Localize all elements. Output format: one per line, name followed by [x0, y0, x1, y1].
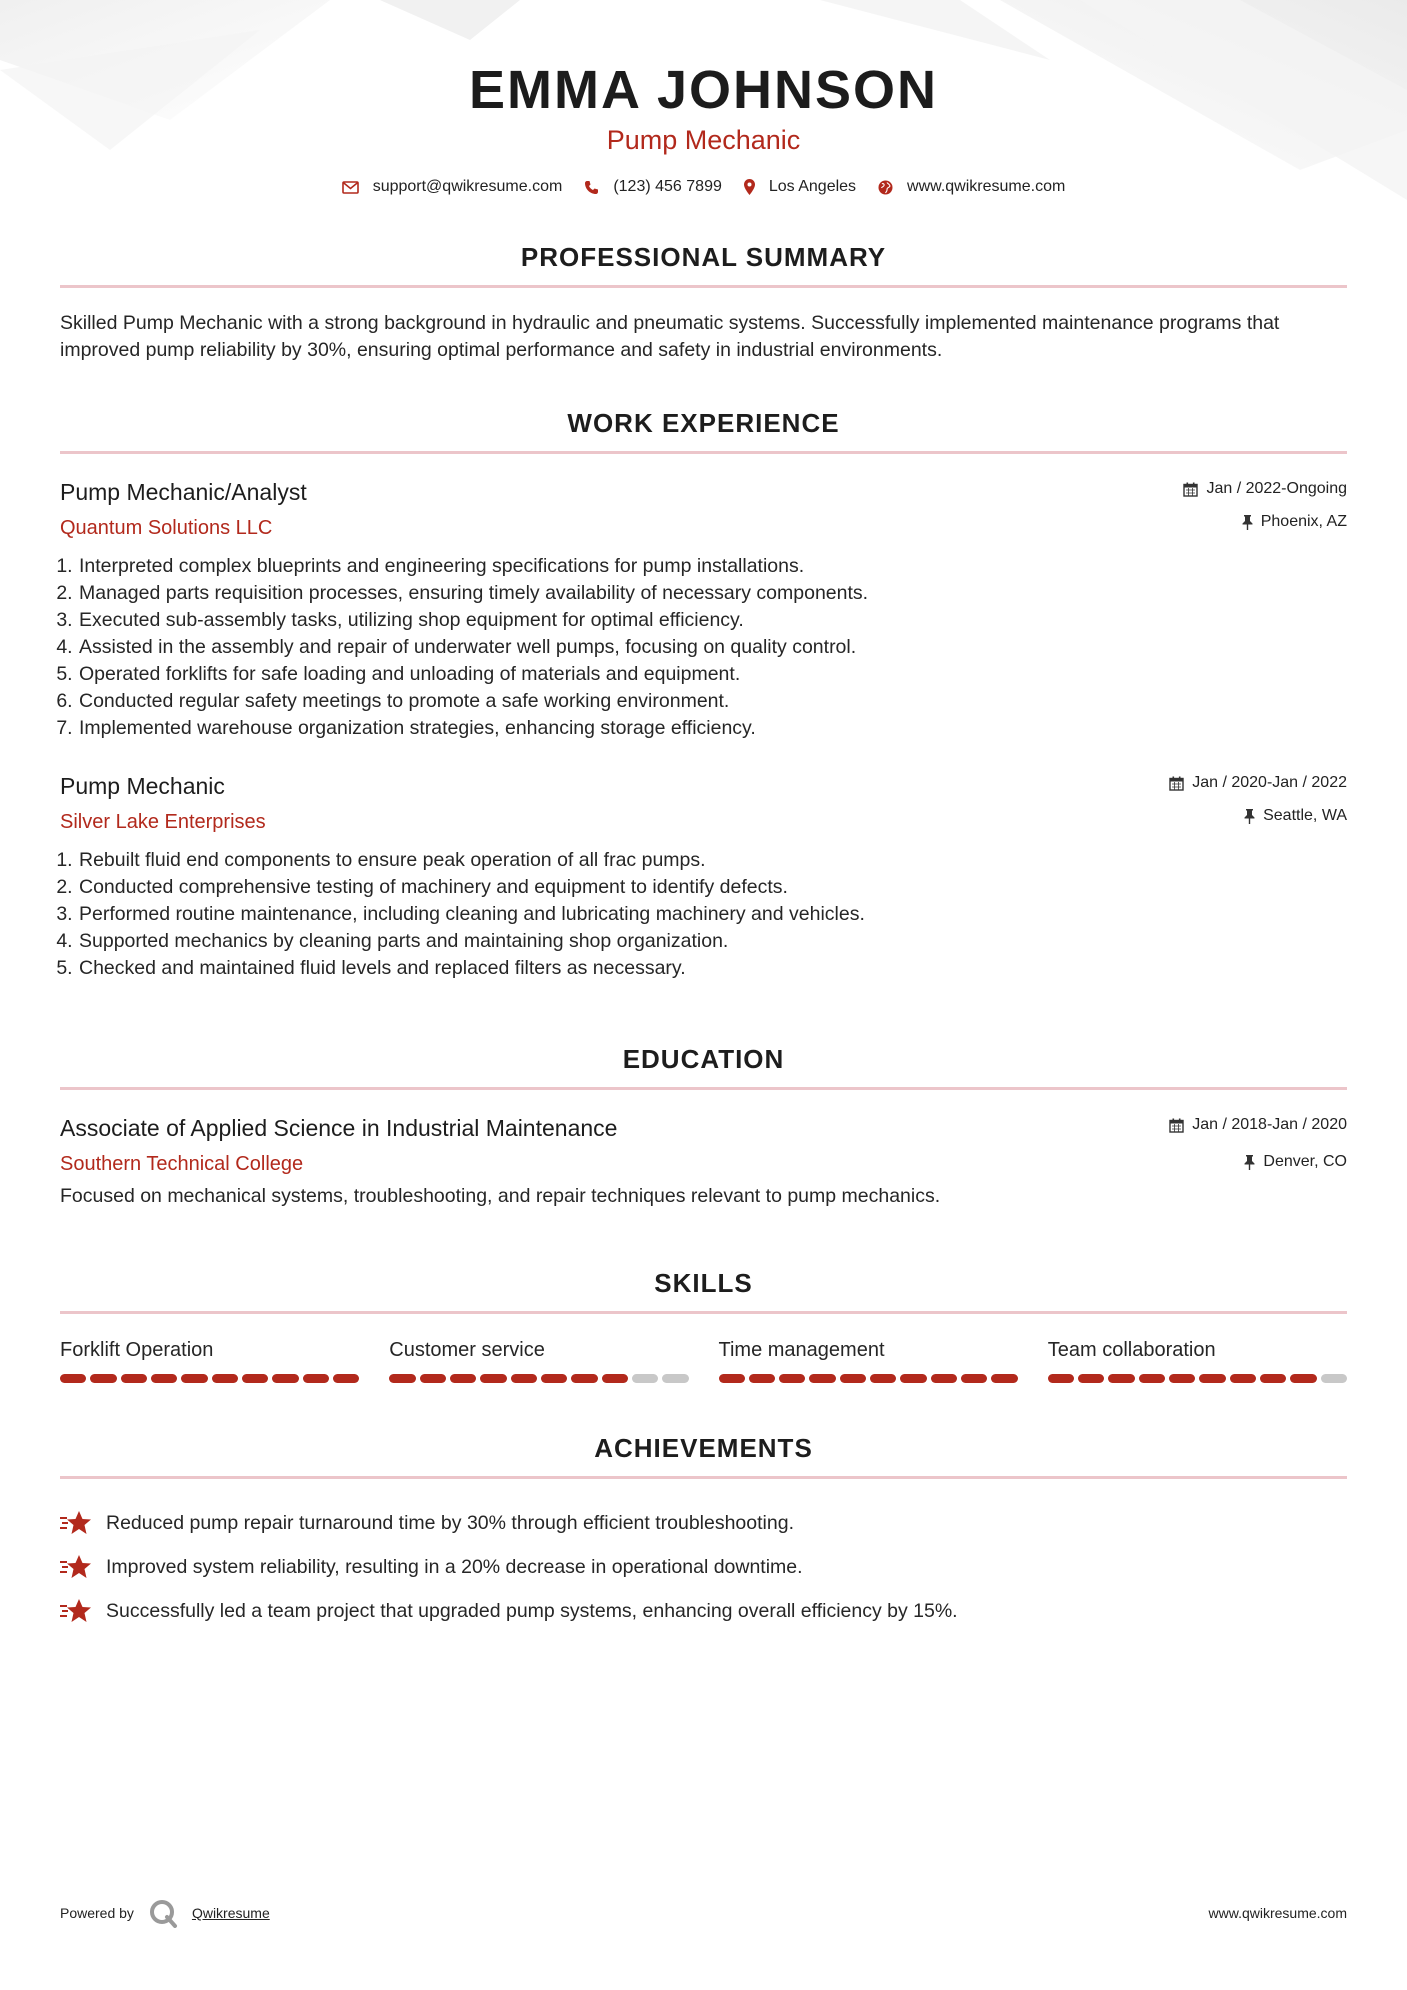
skill-segment-filled	[60, 1374, 86, 1383]
skill-segment-filled	[571, 1374, 597, 1383]
skill-segment-empty	[662, 1374, 688, 1383]
qwikresume-logo-icon	[148, 1898, 178, 1928]
job-company: Quantum Solutions LLC	[60, 517, 273, 539]
website-text: www.qwikresume.com	[907, 178, 1066, 195]
contact-website[interactable]	[878, 178, 1065, 196]
list-item: 1. Rebuilt fluid end components to ensure peak operation of all frac pumps.	[78, 847, 1347, 874]
skill-segment-filled	[511, 1374, 537, 1383]
skill-segment-filled	[272, 1374, 298, 1383]
education-section	[60, 1044, 1347, 1210]
job-dates: Jan / 2022-Ongoing	[1206, 480, 1347, 497]
education-entry	[60, 1114, 1347, 1210]
skill-name: Customer service	[389, 1339, 545, 1361]
school-name: Southern Technical College	[60, 1153, 304, 1175]
star-icon	[60, 1554, 94, 1580]
calendar-icon	[1183, 482, 1198, 497]
skill-segment-filled	[303, 1374, 329, 1383]
job-entry	[60, 478, 1347, 742]
list-item: 5. Operated forklifts for safe loading and unloading of materials and equipment.	[78, 661, 1347, 688]
education-location: Denver, CO	[1263, 1153, 1347, 1170]
skill-rating-bar	[60, 1374, 359, 1383]
contact-bar	[0, 178, 1407, 196]
skill-segment-filled	[779, 1374, 805, 1383]
list-item: 2. Conducted comprehensive testing of machinery and equipment to identify defects.	[78, 874, 1347, 901]
pushpin-icon	[1242, 515, 1253, 530]
achievement-text: Reduced pump repair turnaround time by 30% through efficient troubleshooting.	[106, 1511, 794, 1534]
powered-by-label: Powered by	[60, 1905, 134, 1921]
calendar-icon	[1169, 776, 1184, 791]
list-item: 5. Checked and maintained fluid levels and replaced filters as necessary.	[78, 955, 1347, 982]
achievement-text: Successfully led a team project that upgraded pump systems, enhancing overall efficiency by 15%.	[106, 1599, 958, 1622]
achievement-item	[60, 1589, 1347, 1633]
achievements-title: ACHIEVEMENTS	[60, 1433, 1347, 1479]
list-item: 4. Supported mechanics by cleaning parts and maintaining shop organization.	[78, 928, 1347, 955]
skill-segment-filled	[719, 1374, 745, 1383]
skill-segment-filled	[961, 1374, 987, 1383]
job-bullets	[60, 847, 1347, 982]
skill-segment-filled	[1048, 1374, 1074, 1383]
skill-segment-empty	[1321, 1374, 1347, 1383]
achievement-item	[60, 1545, 1347, 1589]
skill-item	[719, 1338, 1018, 1383]
location-text: Los Angeles	[768, 178, 857, 195]
list-item: 6. Conducted regular safety meetings to promote a safe working environment.	[78, 688, 1347, 715]
skill-segment-filled	[181, 1374, 207, 1383]
star-icon	[60, 1598, 94, 1624]
list-item: 4. Assisted in the assembly and repair of underwater well pumps, focusing on quality control.	[78, 634, 1347, 661]
skill-segment-filled	[333, 1374, 359, 1383]
resume-header	[0, 0, 1407, 196]
star-icon	[60, 1510, 94, 1536]
job-company: Silver Lake Enterprises	[60, 811, 266, 833]
skill-segment-filled	[1139, 1374, 1165, 1383]
list-item: 3. Performed routine maintenance, including cleaning and lubricating machinery and vehicles.	[78, 901, 1347, 928]
summary-title: PROFESSIONAL SUMMARY	[60, 242, 1347, 288]
skills-list	[60, 1338, 1347, 1383]
skill-segment-filled	[1230, 1374, 1256, 1383]
skill-segment-filled	[749, 1374, 775, 1383]
pushpin-icon	[1244, 809, 1255, 824]
candidate-name: EMMA JOHNSON	[468, 60, 939, 120]
skill-segment-filled	[900, 1374, 926, 1383]
skill-segment-filled	[991, 1374, 1017, 1383]
skill-rating-bar	[1048, 1374, 1347, 1383]
achievement-text: Improved system reliability, resulting in a 20% decrease in operational downtime.	[106, 1555, 803, 1578]
globe-icon	[878, 180, 893, 195]
footer-website[interactable]: www.qwikresume.com	[1208, 1905, 1347, 1921]
skill-segment-filled	[1169, 1374, 1195, 1383]
education-description: Focused on mechanical systems, troubleshooting, and repair techniques relevant to pump mechanics.	[60, 1185, 941, 1207]
skill-segment-filled	[212, 1374, 238, 1383]
skill-segment-filled	[1260, 1374, 1286, 1383]
skill-segment-filled	[121, 1374, 147, 1383]
list-item: 7. Implemented warehouse organization strategies, enhancing storage efficiency.	[78, 715, 1347, 742]
achievements-list	[60, 1501, 1347, 1633]
phone-text: (123) 456 7899	[613, 178, 722, 195]
skill-segment-filled	[1199, 1374, 1225, 1383]
page-footer	[60, 1898, 1347, 1928]
calendar-icon	[1169, 1118, 1184, 1133]
degree-title: Associate of Applied Science in Industrial Maintenance	[60, 1115, 618, 1141]
skills-section	[60, 1268, 1347, 1383]
achievement-item	[60, 1501, 1347, 1545]
skills-title: SKILLS	[60, 1268, 1347, 1314]
list-item: 2. Managed parts requisition processes, ensuring timely availability of necessary components.	[78, 580, 1347, 607]
envelope-icon	[342, 181, 359, 194]
experience-section	[60, 408, 1347, 982]
skill-item	[1048, 1338, 1347, 1383]
job-meta	[1169, 772, 1347, 827]
email-text: support@qwikresume.com	[372, 178, 563, 195]
skill-segment-filled	[541, 1374, 567, 1383]
skill-segment-filled	[90, 1374, 116, 1383]
skill-segment-filled	[389, 1374, 415, 1383]
skill-segment-filled	[151, 1374, 177, 1383]
skill-segment-filled	[870, 1374, 896, 1383]
skill-segment-filled	[840, 1374, 866, 1383]
skill-segment-filled	[420, 1374, 446, 1383]
skill-segment-filled	[1078, 1374, 1104, 1383]
job-title: Pump Mechanic/Analyst	[60, 479, 307, 505]
powered-by	[60, 1898, 270, 1928]
job-bullets	[60, 553, 1347, 742]
job-title: Pump Mechanic	[60, 773, 225, 799]
contact-location	[744, 178, 856, 196]
skill-item	[389, 1338, 688, 1383]
job-location: Phoenix, AZ	[1260, 513, 1347, 530]
achievements-section	[60, 1433, 1347, 1633]
list-item: 1. Interpreted complex blueprints and engineering specifications for pump installations.	[78, 553, 1347, 580]
pushpin-icon	[1244, 1155, 1255, 1170]
education-meta	[1169, 1114, 1347, 1173]
contact-phone[interactable]	[584, 178, 722, 196]
map-marker-icon	[744, 179, 755, 195]
skill-segment-filled	[1290, 1374, 1316, 1383]
candidate-role: Pump Mechanic	[606, 125, 801, 155]
education-dates: Jan / 2018-Jan / 2020	[1192, 1116, 1347, 1133]
skill-segment-filled	[450, 1374, 476, 1383]
phone-icon	[584, 180, 599, 195]
skill-segment-filled	[809, 1374, 835, 1383]
skill-item	[60, 1338, 359, 1383]
skill-segment-filled	[602, 1374, 628, 1383]
skill-segment-filled	[480, 1374, 506, 1383]
job-location: Seattle, WA	[1263, 807, 1347, 824]
list-item: 3. Executed sub-assembly tasks, utilizing shop equipment for optimal efficiency.	[78, 607, 1347, 634]
skill-segment-filled	[931, 1374, 957, 1383]
skill-rating-bar	[389, 1374, 688, 1383]
contact-email[interactable]	[342, 178, 563, 196]
skill-name: Time management	[718, 1339, 885, 1361]
job-entry	[60, 772, 1347, 982]
skill-name: Forklift Operation	[60, 1339, 214, 1361]
summary-section	[60, 242, 1347, 364]
experience-title: WORK EXPERIENCE	[60, 408, 1347, 454]
skill-name: Team collaboration	[1047, 1339, 1216, 1361]
skill-segment-filled	[1108, 1374, 1134, 1383]
skill-rating-bar	[719, 1374, 1018, 1383]
skill-segment-filled	[242, 1374, 268, 1383]
education-title: EDUCATION	[60, 1044, 1347, 1090]
job-meta	[1183, 478, 1347, 533]
summary-text: Skilled Pump Mechanic with a strong background in hydraulic and pneumatic systems. Successfully implemented maintenance programs that improved pump reliability by 30%, ensuring optimal performance and safety in industrial environments.	[60, 312, 1280, 361]
skill-segment-empty	[632, 1374, 658, 1383]
qwikresume-link[interactable]: Qwikresume	[191, 1905, 270, 1921]
job-dates: Jan / 2020-Jan / 2022	[1192, 774, 1347, 791]
